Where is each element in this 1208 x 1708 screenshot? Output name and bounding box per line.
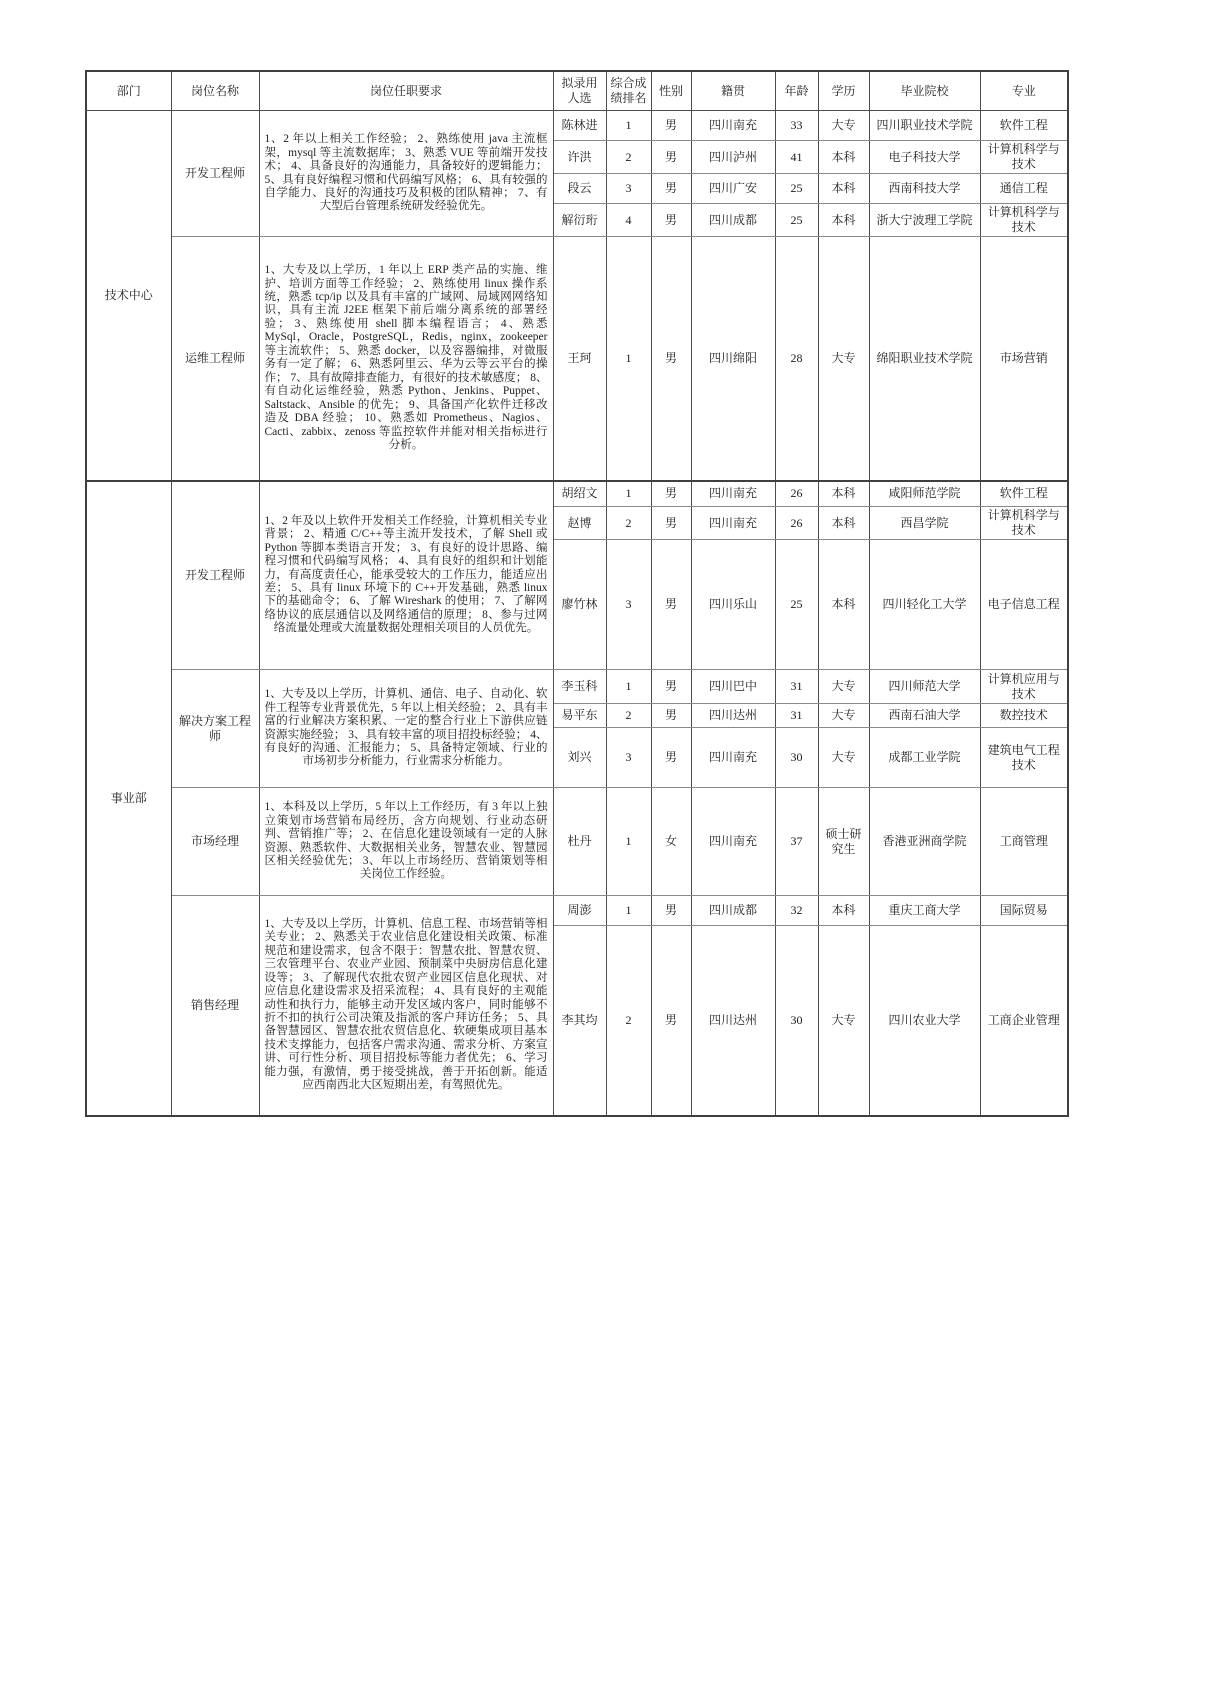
department-cell: 技术中心 bbox=[86, 111, 171, 481]
rank-cell: 1 bbox=[606, 670, 651, 704]
major-cell: 计算机科学与技术 bbox=[980, 204, 1068, 237]
school-cell: 西昌学院 bbox=[869, 507, 980, 540]
education-cell: 大专 bbox=[818, 670, 869, 704]
table-row bbox=[86, 896, 1068, 926]
rank-cell: 3 bbox=[606, 540, 651, 670]
header-department: 部门 bbox=[86, 71, 171, 111]
candidate-name-cell: 解衍珩 bbox=[553, 204, 606, 237]
gender-cell: 男 bbox=[651, 926, 691, 1116]
candidate-name-cell: 胡绍文 bbox=[553, 481, 606, 507]
rank-cell: 2 bbox=[606, 507, 651, 540]
major-cell: 计算机科学与技术 bbox=[980, 141, 1068, 174]
school-cell: 香港亚洲商学院 bbox=[869, 788, 980, 896]
gender-cell: 男 bbox=[651, 507, 691, 540]
requirements-cell: 1、2 年及以上软件开发相关工作经验，计算机相关专业背景； 2、精通 C/C++等主流开发技术，了解 Shell 或 Python 等脚本类语言开发； 3、有良好的设计思路、编程习惯和代码编写风格； 4、具有良好的组织和计划能力，有高度责任心，能承受较大的工作压力，能适应出差； 5、具有 linux 环境下的 C++开发基础，熟悉 linux 下的基础命令； 6、了解 Wireshark 的使用； 7、了解网络协议的底层通信以及网络通信的原理； 8、参与过网络流量处理或大流量数据处理相关项目的人员优先。 bbox=[259, 481, 553, 670]
gender-cell: 男 bbox=[651, 174, 691, 204]
school-cell: 四川农业大学 bbox=[869, 926, 980, 1116]
hometown-cell: 四川南充 bbox=[691, 111, 775, 141]
header-requirements: 岗位任职要求 bbox=[259, 71, 553, 111]
rank-cell: 3 bbox=[606, 174, 651, 204]
hometown-cell: 四川泸州 bbox=[691, 141, 775, 174]
hometown-cell: 四川南充 bbox=[691, 481, 775, 507]
header-major: 专业 bbox=[980, 71, 1068, 111]
gender-cell: 男 bbox=[651, 728, 691, 788]
age-cell: 33 bbox=[775, 111, 818, 141]
education-cell: 大专 bbox=[818, 237, 869, 481]
rank-cell: 2 bbox=[606, 704, 651, 728]
hometown-cell: 四川达州 bbox=[691, 926, 775, 1116]
school-cell: 浙大宁波理工学院 bbox=[869, 204, 980, 237]
school-cell: 四川师范大学 bbox=[869, 670, 980, 704]
gender-cell: 女 bbox=[651, 788, 691, 896]
major-cell: 工商企业管理 bbox=[980, 926, 1068, 1116]
header-position: 岗位名称 bbox=[171, 71, 259, 111]
table-row bbox=[86, 670, 1068, 704]
age-cell: 41 bbox=[775, 141, 818, 174]
gender-cell: 男 bbox=[651, 540, 691, 670]
position-cell: 运维工程师 bbox=[171, 237, 259, 481]
school-cell: 绵阳职业技术学院 bbox=[869, 237, 980, 481]
rank-cell: 1 bbox=[606, 788, 651, 896]
age-cell: 25 bbox=[775, 540, 818, 670]
age-cell: 28 bbox=[775, 237, 818, 481]
rank-cell: 3 bbox=[606, 728, 651, 788]
school-cell: 四川职业技术学院 bbox=[869, 111, 980, 141]
department-cell: 事业部 bbox=[86, 481, 171, 1116]
school-cell: 四川轻化工大学 bbox=[869, 540, 980, 670]
school-cell: 电子科技大学 bbox=[869, 141, 980, 174]
rank-cell: 1 bbox=[606, 237, 651, 481]
school-cell: 成都工业学院 bbox=[869, 728, 980, 788]
education-cell: 大专 bbox=[818, 704, 869, 728]
gender-cell: 男 bbox=[651, 704, 691, 728]
age-cell: 25 bbox=[775, 204, 818, 237]
position-cell: 开发工程师 bbox=[171, 111, 259, 237]
position-cell: 解决方案工程师 bbox=[171, 670, 259, 788]
rank-cell: 2 bbox=[606, 141, 651, 174]
gender-cell: 男 bbox=[651, 237, 691, 481]
age-cell: 30 bbox=[775, 926, 818, 1116]
major-cell: 计算机科学与技术 bbox=[980, 507, 1068, 540]
hometown-cell: 四川南充 bbox=[691, 728, 775, 788]
education-cell: 本科 bbox=[818, 481, 869, 507]
candidate-name-cell: 杜丹 bbox=[553, 788, 606, 896]
education-cell: 本科 bbox=[818, 507, 869, 540]
header-row bbox=[86, 71, 1068, 111]
candidate-name-cell: 易平东 bbox=[553, 704, 606, 728]
header-rank: 综合成绩排名 bbox=[606, 71, 651, 111]
age-cell: 26 bbox=[775, 507, 818, 540]
education-cell: 本科 bbox=[818, 141, 869, 174]
candidate-name-cell: 陈林进 bbox=[553, 111, 606, 141]
hometown-cell: 四川广安 bbox=[691, 174, 775, 204]
rank-cell: 4 bbox=[606, 204, 651, 237]
education-cell: 本科 bbox=[818, 204, 869, 237]
header-education: 学历 bbox=[818, 71, 869, 111]
hometown-cell: 四川绵阳 bbox=[691, 237, 775, 481]
major-cell: 电子信息工程 bbox=[980, 540, 1068, 670]
school-cell: 西南石油大学 bbox=[869, 704, 980, 728]
major-cell: 计算机应用与技术 bbox=[980, 670, 1068, 704]
header-gender: 性别 bbox=[651, 71, 691, 111]
age-cell: 32 bbox=[775, 896, 818, 926]
gender-cell: 男 bbox=[651, 481, 691, 507]
position-cell: 开发工程师 bbox=[171, 481, 259, 670]
hometown-cell: 四川成都 bbox=[691, 204, 775, 237]
candidate-name-cell: 周澎 bbox=[553, 896, 606, 926]
age-cell: 37 bbox=[775, 788, 818, 896]
table-row bbox=[86, 237, 1068, 481]
rank-cell: 1 bbox=[606, 111, 651, 141]
major-cell: 通信工程 bbox=[980, 174, 1068, 204]
education-cell: 本科 bbox=[818, 896, 869, 926]
hometown-cell: 四川成都 bbox=[691, 896, 775, 926]
rank-cell: 1 bbox=[606, 896, 651, 926]
requirements-cell: 1、大专及以上学历，计算机、通信、电子、自动化、软件工程等专业背景优先，5 年以上相关经验； 2、具有丰富的行业解决方案积累、一定的整合行业上下游供应链资源实施经验； 3、具有较丰富的项目招投标经验； 4、有良好的沟通、汇报能力； 5、具备特定领域、行业的市场初步分析能力，行业需求分析能力。 bbox=[259, 670, 553, 788]
major-cell: 国际贸易 bbox=[980, 896, 1068, 926]
age-cell: 31 bbox=[775, 704, 818, 728]
requirements-cell: 1、2 年以上相关工作经验； 2、熟练使用 java 主流框架，mysql 等主流数据库； 3、熟悉 VUE 等前端开发技术； 4、具备良好的沟通能力，具备较好的逻辑能力； 5、具有良好编程习惯和代码编写风格； 6、具有较强的自学能力、良好的沟通技巧及积极的团队精神； 7、有大型后台管理系统研发经验优先。 bbox=[259, 111, 553, 237]
gender-cell: 男 bbox=[651, 896, 691, 926]
candidate-name-cell: 许洪 bbox=[553, 141, 606, 174]
candidate-name-cell: 刘兴 bbox=[553, 728, 606, 788]
gender-cell: 男 bbox=[651, 111, 691, 141]
education-cell: 大专 bbox=[818, 926, 869, 1116]
requirements-cell: 1、本科及以上学历，5 年以上工作经历，有 3 年以上独立策划市场营销布局经历，含方向规划、行业动态研判、营销推广等； 2、在信息化建设领域有一定的人脉资源、熟悉软件、大数据相关业务，智慧农业、智慧园区相关经验优先； 3、年以上市场经历、营销策划等相关岗位工作经验。 bbox=[259, 788, 553, 896]
gender-cell: 男 bbox=[651, 204, 691, 237]
table-row bbox=[86, 788, 1068, 896]
position-cell: 市场经理 bbox=[171, 788, 259, 896]
education-cell: 大专 bbox=[818, 728, 869, 788]
gender-cell: 男 bbox=[651, 141, 691, 174]
hometown-cell: 四川乐山 bbox=[691, 540, 775, 670]
table-row bbox=[86, 111, 1068, 141]
candidate-name-cell: 廖竹林 bbox=[553, 540, 606, 670]
recruitment-table bbox=[85, 70, 1069, 1117]
header-age: 年龄 bbox=[775, 71, 818, 111]
education-cell: 本科 bbox=[818, 540, 869, 670]
school-cell: 重庆工商大学 bbox=[869, 896, 980, 926]
rank-cell: 2 bbox=[606, 926, 651, 1116]
candidate-name-cell: 李玉科 bbox=[553, 670, 606, 704]
major-cell: 建筑电气工程技术 bbox=[980, 728, 1068, 788]
age-cell: 26 bbox=[775, 481, 818, 507]
header-candidate: 拟录用人选 bbox=[553, 71, 606, 111]
school-cell: 咸阳师范学院 bbox=[869, 481, 980, 507]
candidate-name-cell: 王珂 bbox=[553, 237, 606, 481]
hometown-cell: 四川南充 bbox=[691, 507, 775, 540]
hometown-cell: 四川巴中 bbox=[691, 670, 775, 704]
gender-cell: 男 bbox=[651, 670, 691, 704]
education-cell: 本科 bbox=[818, 174, 869, 204]
candidate-name-cell: 李其均 bbox=[553, 926, 606, 1116]
major-cell: 市场营销 bbox=[980, 237, 1068, 481]
header-school: 毕业院校 bbox=[869, 71, 980, 111]
header-hometown: 籍贯 bbox=[691, 71, 775, 111]
major-cell: 工商管理 bbox=[980, 788, 1068, 896]
candidate-name-cell: 赵博 bbox=[553, 507, 606, 540]
education-cell: 硕士研究生 bbox=[818, 788, 869, 896]
requirements-cell: 1、大专及以上学历，1 年以上 ERP 类产品的实施、维护、培训方面等工作经验； 2、熟练使用 linux 操作系统，熟悉 tcp/ip 以及具有丰富的广域网、局域网网络知识，具有主流 J2EE 框架下前后端分离系统的部署经验； 3、熟练使用 shell 脚本编程语言； 4、熟悉 MySql，Oracle，PostgreSQL，Redis，nginx，zookeeper 等主流软件； 5、熟悉 docker，以及容器编排，对微服务有一定了解； 6、熟悉阿里云、华为云等云平台的操作； 7、具有故障排查能力，有很好的技术敏感度； 8、有自动化运维经验，熟悉 Python、Jenkins、Puppet、Saltstack、Ansible 的优先； 9、具备国产化软件迁移改造及 DBA 经验； 10、熟悉如 Prometheus、Nagios、Cacti、zabbix、zenoss 等监控软件并能对相关指标进行分析。 bbox=[259, 237, 553, 481]
school-cell: 西南科技大学 bbox=[869, 174, 980, 204]
major-cell: 软件工程 bbox=[980, 111, 1068, 141]
candidate-name-cell: 段云 bbox=[553, 174, 606, 204]
hometown-cell: 四川达州 bbox=[691, 704, 775, 728]
position-cell: 销售经理 bbox=[171, 896, 259, 1116]
requirements-cell: 1、大专及以上学历，计算机、信息工程、市场营销等相关专业； 2、熟悉关于农业信息化建设相关政策、标准规范和建设需求，包含不限于：智慧农批、智慧农贸、三农管理平台、农业产业园、预制菜中央厨房信息化建设等； 3、了解现代农批农贸产业园区信息化现状、对应信息化建设需求及招采流程； 4、具有良好的主观能动性和执行力，能够主动开发区域内客户，同时能够不折不扣的执行公司决策及指派的客户拜访任务； 5、具备智慧园区、智慧农批农贸信息化、软硬集成项目基本技术支撑能力，包括客户需求沟通、需求分析、方案宣讲、可行性分析、项目招投标等能力者优先； 6、学习能力强，有激情，勇于接受挑战，善于开拓创新。能适应西南西北大区短期出差，有驾照优先。 bbox=[259, 896, 553, 1116]
hometown-cell: 四川南充 bbox=[691, 788, 775, 896]
age-cell: 30 bbox=[775, 728, 818, 788]
table-row bbox=[86, 481, 1068, 507]
major-cell: 软件工程 bbox=[980, 481, 1068, 507]
education-cell: 大专 bbox=[818, 111, 869, 141]
age-cell: 25 bbox=[775, 174, 818, 204]
rank-cell: 1 bbox=[606, 481, 651, 507]
major-cell: 数控技术 bbox=[980, 704, 1068, 728]
age-cell: 31 bbox=[775, 670, 818, 704]
